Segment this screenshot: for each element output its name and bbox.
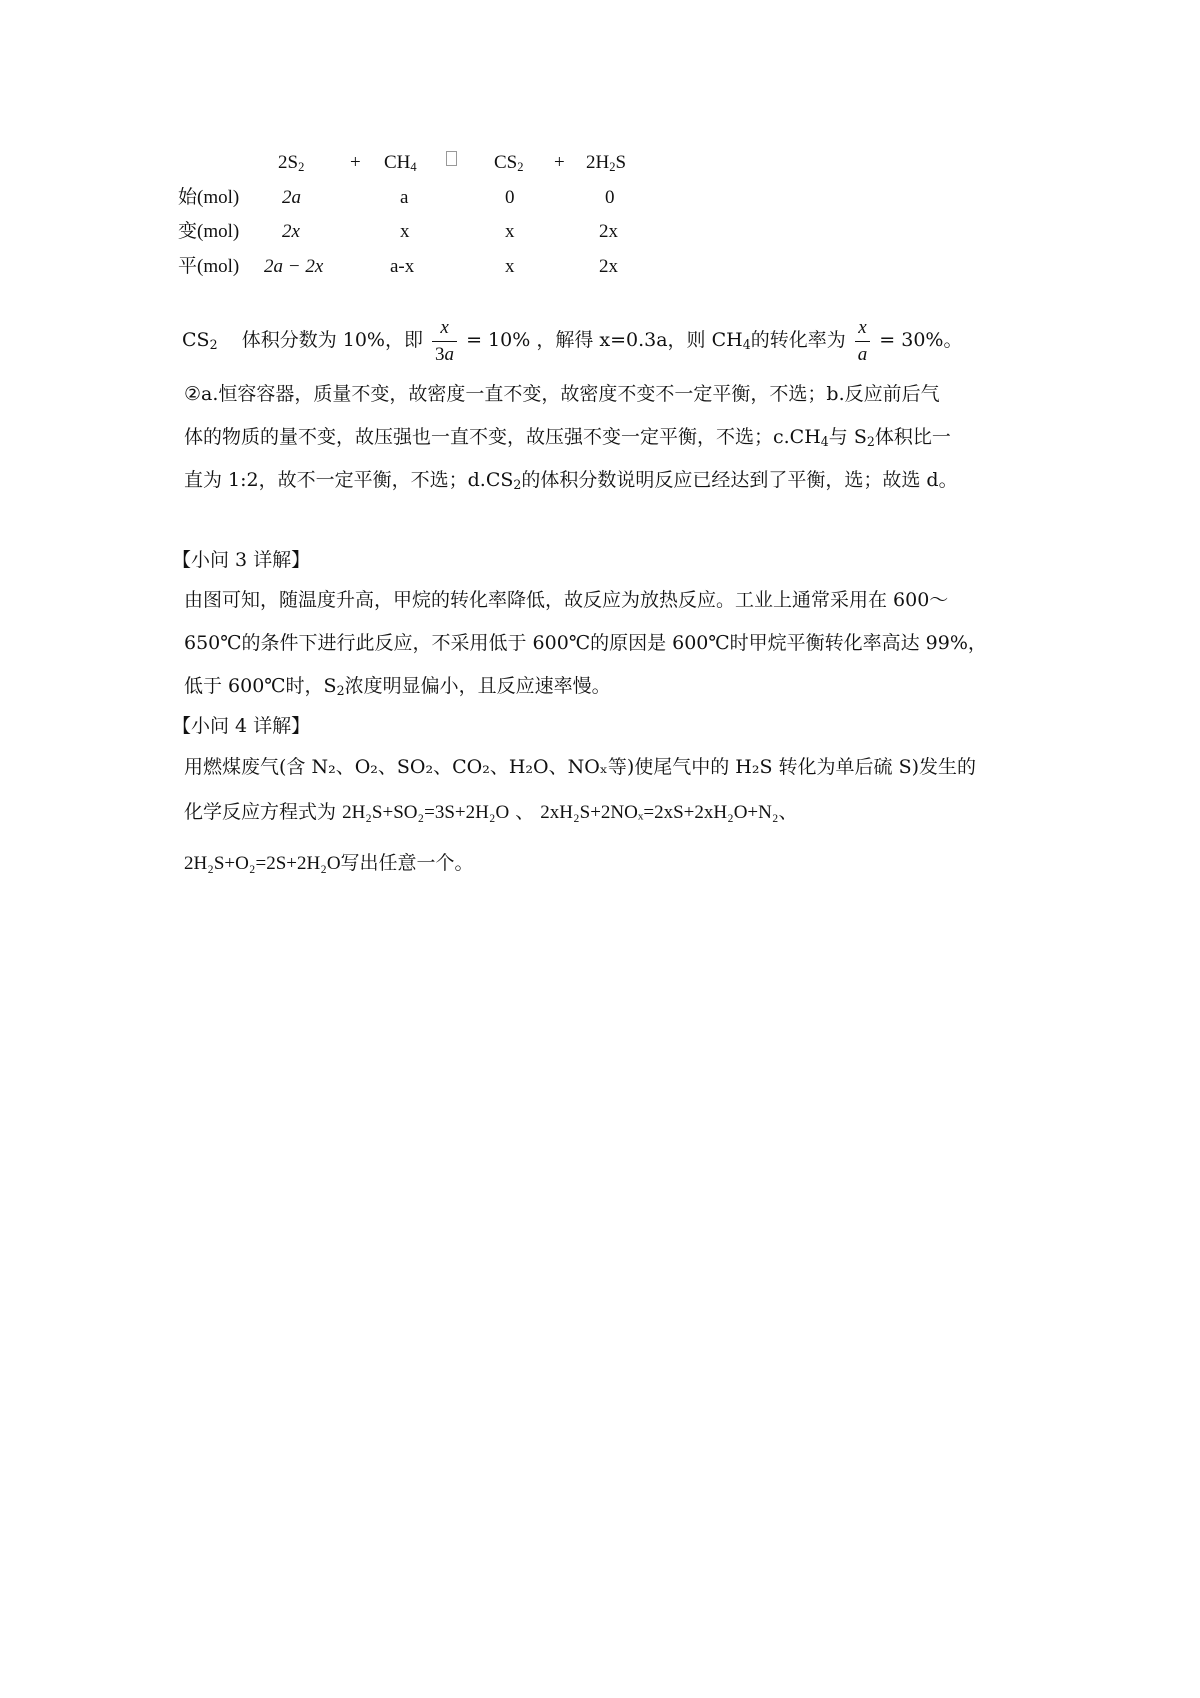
row-label: 平(mol) [178, 256, 240, 277]
table-row-equilibrium [178, 250, 678, 284]
table-row-change [178, 215, 678, 249]
reactant-ch4: $CH_4$ [384, 152, 417, 175]
equation-3: 2H₂S+O₂=2S+2H₂O [184, 853, 341, 874]
equilibrium-arrow-icon [446, 146, 457, 180]
table-cell: 2x [599, 256, 618, 277]
equation-1: 2H₂S+SO₂=3S+2H₂O [342, 802, 510, 823]
q3-line3: 低于 600℃时，$S_2$浓度明显偏小，且反应速率慢。 [184, 675, 611, 699]
para2-line3: 直为 1:2，故不一定平衡，不选；$d.CS_2$的体积分数说明反应已经达到了平衡，选；故选 d。 [184, 469, 958, 493]
q3-heading: 【小问 3 详解】 [172, 549, 311, 571]
product-h2s: $2H_2S$ [586, 152, 627, 175]
para2-line1: ②a.恒容容器，质量不变，故密度一直不变，故密度不变不一定平衡，不选；b.反应前后气 [184, 383, 940, 405]
q3-line1: 由图可知，随温度升高，甲烷的转化率降低，故反应为放热反应。工业上通常采用在 600～ [184, 589, 949, 611]
plus-sign: + [350, 152, 361, 173]
product-cs2: $CS_2$ [494, 152, 524, 175]
reactant-s2: $2S_2$ [278, 152, 305, 175]
table-cell: x [505, 256, 515, 277]
row-label: 变(mol) [178, 221, 240, 242]
plus-sign: + [554, 152, 565, 173]
reaction-equation [178, 146, 678, 180]
q4-line1: 用燃煤废气(含 N₂、O₂、SO₂、CO₂、H₂O、NOₓ等)使尾气中的 H₂S 转化为单后硫 S)发生的 [184, 756, 977, 778]
q4-heading: 【小问 4 详解】 [172, 715, 311, 737]
cs2-volume-fraction-line: $CS_2$ 体积分数为 10%，即 $\frac{x}{3a}$ = 10% ，解得 x=0.3a，则 $CH_4$的转化率为 $\frac{x}{a}$ = 30%。 [182, 312, 963, 368]
q3-line2: 650℃的条件下进行此反应，不采用低于 600℃的原因是 600℃时甲烷平衡转化率高达 99%， [184, 632, 987, 654]
equation-2: 2xH₂S+2NOₓ=2xS+2xH₂O+N₂ [540, 802, 779, 823]
table-cell: 2a [282, 187, 301, 208]
table-cell: x [400, 221, 410, 242]
table-cell: 2a − 2x [264, 256, 324, 277]
table-cell: a-x [390, 256, 415, 277]
table-cell: 0 [505, 187, 515, 208]
fraction-x-over-3a: $\frac{x}{3a}$ [432, 315, 457, 368]
table-cell: a [400, 187, 409, 208]
table-cell: 2x [599, 221, 618, 242]
q4-line3: 2H₂S+O₂=2S+2H₂O写出任意一个。 [184, 852, 474, 874]
table-cell: x [505, 221, 515, 242]
fraction-x-over-a: $\frac{x}{a}$ [855, 315, 871, 368]
table-cell: 0 [605, 187, 615, 208]
q4-line2: 化学反应方程式为 2H₂S+SO₂=3S+2H₂O 、 2xH₂S+2NOₓ=2xS+2xH₂O+N₂、 [184, 801, 798, 823]
table-row-start [178, 181, 678, 215]
table-cell: 2x [282, 221, 300, 242]
row-label: 始(mol) [178, 187, 240, 208]
para2-line2: 体的物质的量不变，故压强也一直不变，故压强不变一定平衡，不选；$c.CH_4$与 $S_2$体积比一 [184, 426, 951, 450]
